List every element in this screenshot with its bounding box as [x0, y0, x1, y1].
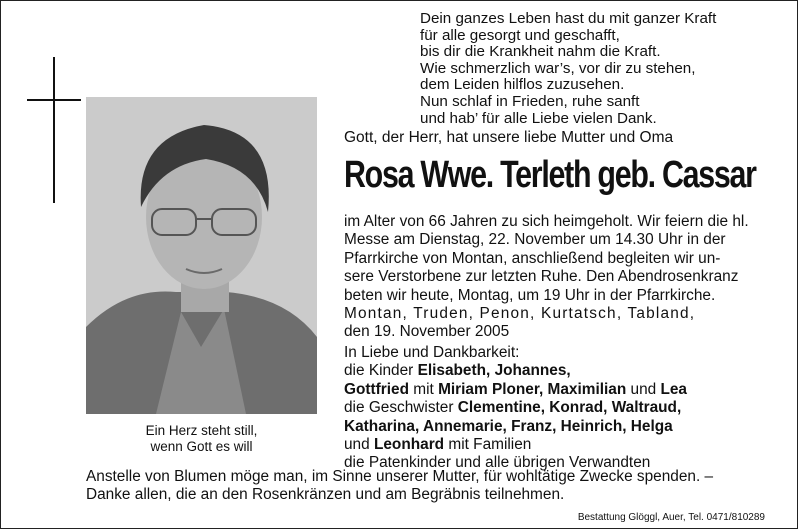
body-line: sere Verstorbene zur letzten Ruhe. Den Abendrosenkranz: [344, 268, 739, 286]
body-line: im Alter von 66 Jahren zu sich heimgeholt. Wir feiern die hl.: [344, 213, 749, 230]
family-names: Lea: [660, 380, 687, 398]
family-names: Katharina, Annemarie, Franz, Heinrich, Helga: [344, 417, 673, 435]
deceased-name: Rosa Wwe. Terleth geb. Cassar: [344, 154, 756, 196]
family-text: die Kinder: [344, 362, 418, 380]
poem-line: dem Leiden hilflos zuzusehen.: [420, 76, 625, 94]
family-list: [344, 344, 687, 473]
closing-note: [86, 468, 713, 504]
intro-text: Gott, der Herr, hat unsere liebe Mutter und Oma: [344, 129, 674, 146]
family-text: die Geschwister: [344, 399, 458, 417]
poem-line: Dein ganzes Leben hast du mit ganzer Kraft: [420, 10, 717, 27]
poem-line: und hab’ für alle Liebe vielen Dank.: [420, 109, 657, 127]
family-names: Elisabeth, Johannes,: [417, 362, 571, 380]
family-line: die Patenkinder und alle übrigen Verwandten: [344, 454, 651, 472]
caption-line: wenn Gott es will: [150, 439, 253, 454]
poem-line: Wie schmerzlich war’s, vor dir zu stehen,: [420, 59, 696, 77]
family-names: Gottfried: [344, 380, 409, 398]
family-text: und: [626, 380, 661, 398]
poem-line: bis dir die Krankheit nahm die Kraft.: [420, 43, 661, 61]
family-line: [344, 418, 687, 436]
portrait-photo: [86, 97, 317, 414]
family-line: In Liebe und Dankbarkeit:: [344, 344, 520, 361]
family-text: und: [344, 436, 374, 454]
family-line: [344, 436, 687, 454]
body-line: Pfarrkirche von Montan, anschließend begleiten wir un-: [344, 249, 721, 267]
photo-caption: [86, 423, 317, 455]
family-line: [344, 399, 687, 417]
family-line: [344, 381, 687, 399]
caption-line: Ein Herz steht still,: [145, 423, 258, 438]
places-line: Montan, Truden, Penon, Kurtatsch, Tabland,: [344, 305, 696, 323]
closing-line: Anstelle von Blumen möge man, im Sinne unserer Mutter, für wohltätige Zwecke spenden. –: [86, 468, 714, 485]
cross-symbol-bar: [27, 99, 81, 101]
family-line: [344, 362, 687, 380]
body-line: beten wir heute, Montag, um 19 Uhr in der Pfarrkirche.: [344, 286, 716, 304]
body-line: Messe am Dienstag, 22. November um 14.30 Uhr in der: [344, 231, 726, 249]
date-line: den 19. November 2005: [344, 323, 510, 341]
poem: [420, 11, 716, 127]
family-names: Leonhard: [373, 436, 445, 454]
poem-line: Nun schlaf in Frieden, ruhe sanft: [420, 92, 640, 110]
family-names: Miriam Ploner, Maximilian: [438, 380, 627, 398]
portrait-illustration: [86, 97, 317, 414]
closing-line: Danke allen, die an den Rosenkränzen und am Begräbnis teilnehmen.: [86, 486, 565, 503]
family-text: mit Familien: [444, 436, 532, 454]
undertaker-credit: Bestattung Glöggl, Auer, Tel. 0471/810289: [577, 512, 765, 523]
announcement-body: [344, 213, 770, 342]
family-text: mit: [408, 380, 439, 398]
cross-symbol: [53, 57, 55, 203]
poem-line: für alle gesorgt und geschafft,: [420, 26, 620, 44]
family-names: Clementine, Konrad, Waltraud,: [457, 399, 682, 417]
